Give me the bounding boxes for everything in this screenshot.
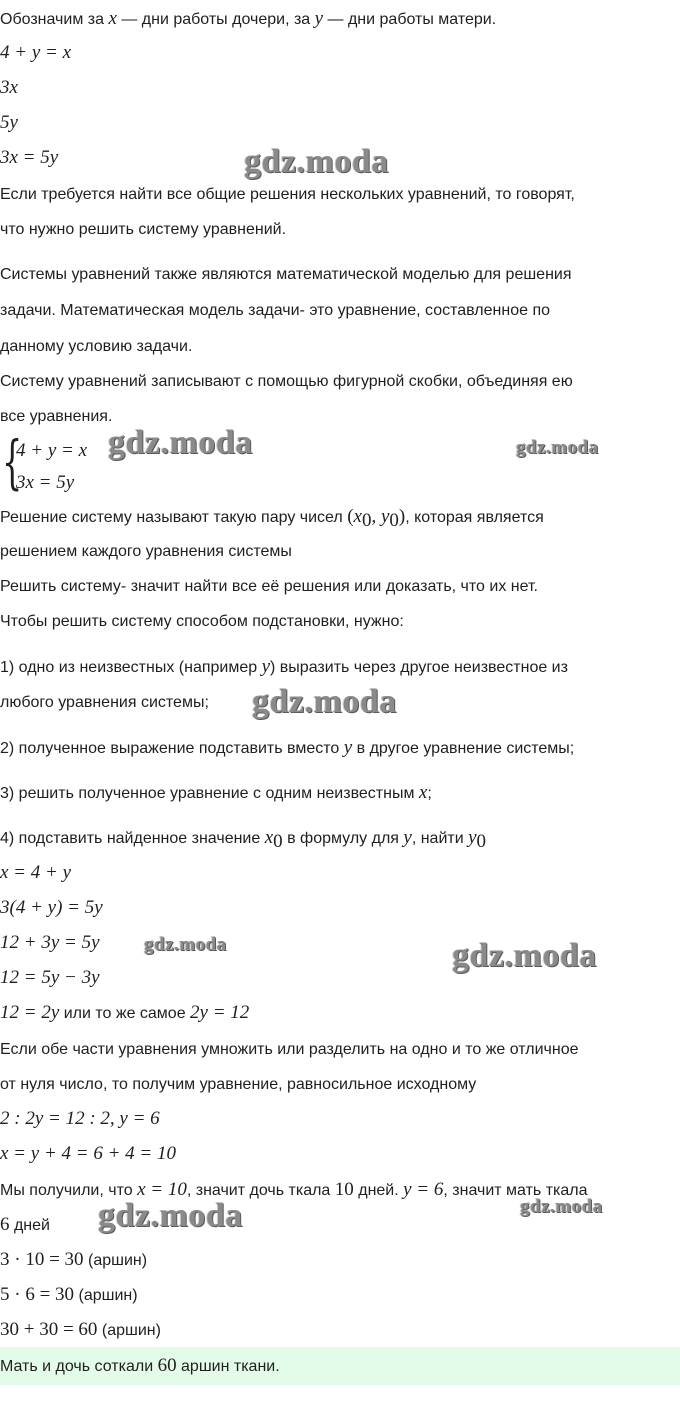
paragraph-brace-line-2: все уравнения. bbox=[0, 408, 113, 425]
paragraph-result-line-2: 6 дней bbox=[0, 1214, 50, 1235]
intro-line: Обозначим за x — дни работы дочери, за y — дни работы матери. bbox=[0, 8, 497, 29]
calc-line-3: 12 + 3y = 5y bbox=[0, 932, 100, 953]
step-3: 3) решить полученное уравнение с одним неизвестным x; bbox=[0, 782, 432, 803]
paragraph-solve: Решить систему- значит найти все её решения или доказать, что их нет. bbox=[0, 578, 538, 595]
calc-line-9: 5 · 6 = 30 (аршин) bbox=[0, 1284, 138, 1305]
equation-4: 3x = 5y bbox=[0, 147, 59, 168]
paragraph-general-line-2: что нужно решить систему уравнений. bbox=[0, 221, 287, 238]
paragraph-model-line-1: Системы уравнений также являются математической моделью для решения bbox=[0, 266, 572, 283]
watermark-logo: gdz.moda bbox=[452, 937, 597, 974]
calc-line-4: 12 = 5y − 3y bbox=[0, 967, 100, 988]
system-line-2: 3x = 5y bbox=[16, 472, 75, 493]
curly-brace-icon: { bbox=[2, 428, 23, 496]
calc-line-7: x = y + 4 = 6 + 4 = 10 bbox=[0, 1143, 176, 1164]
calc-line-1: x = 4 + y bbox=[0, 862, 72, 883]
system-line-1: 4 + y = x bbox=[16, 440, 88, 461]
watermark-logo: gdz.moda bbox=[108, 424, 253, 461]
step-4: 4) подставить найденное значение $x_0$ в формулу для y, найти $y_0$ bbox=[0, 827, 487, 853]
watermark-logo: gdz.moda bbox=[516, 437, 599, 458]
watermark-logo: gdz.moda bbox=[144, 934, 227, 955]
paragraph-solution-line-2: решением каждого уравнения системы bbox=[0, 543, 292, 560]
paragraph-model-line-3: данному условию задачи. bbox=[0, 338, 193, 355]
step-1-line-1: 1) одно из неизвестных (например y) выразить через другое неизвестное из bbox=[0, 656, 568, 677]
paragraph-general-line-1: Если требуется найти все общие решения нескольких уравнений, то говорят, bbox=[0, 186, 575, 203]
step-2: 2) полученное выражение подставить вместо y в другое уравнение системы; bbox=[0, 737, 575, 758]
watermark-logo: gdz.moda bbox=[98, 1197, 243, 1234]
watermark-logo: gdz.moda bbox=[252, 683, 397, 720]
watermark-logo: gdz.moda bbox=[520, 1196, 603, 1217]
calc-line-8: 3 · 10 = 30 (аршин) bbox=[0, 1249, 148, 1270]
paragraph-model-line-2: задачи. Математическая модель задачи- это уравнение, составленное по bbox=[0, 302, 551, 319]
paragraph-method: Чтобы решить систему способом подстановки, нужно: bbox=[0, 613, 404, 630]
paragraph-equivalent-line-1: Если обе части уравнения умножить или разделить на одно и то же отличное bbox=[0, 1041, 579, 1058]
equation-1: 4 + y = x bbox=[0, 42, 72, 63]
answer-box bbox=[0, 1347, 680, 1385]
watermark-logo: gdz.moda bbox=[244, 143, 389, 180]
paragraph-solution-line-1: Решение систему называют такую пару чисел ($x_0$, $y_0$), которая является bbox=[0, 506, 544, 532]
answer-text: Мать и дочь соткали 60 аршин ткани. bbox=[0, 1355, 280, 1376]
paragraph-result-line-1: Мы получили, что x = 10, значит дочь ткала 10 дней. y = 6, значит мать ткала bbox=[0, 1179, 588, 1200]
paragraph-brace-line-1: Систему уравнений записывают с помощью фигурной скобки, объединяя ею bbox=[0, 373, 573, 390]
calc-line-5: 12 = 2y или то же самое 2y = 12 bbox=[0, 1002, 250, 1023]
step-1-line-2: любого уравнения системы; bbox=[0, 694, 209, 711]
calc-line-6: 2 : 2y = 12 : 2, y = 6 bbox=[0, 1108, 160, 1129]
calc-line-10: 30 + 30 = 60 (аршин) bbox=[0, 1319, 161, 1340]
equation-3: 5y bbox=[0, 112, 18, 133]
paragraph-equivalent-line-2: от нуля число, то получим уравнение, равносильное исходному bbox=[0, 1076, 477, 1093]
calc-line-2: 3(4 + y) = 5y bbox=[0, 897, 103, 918]
equation-2: 3x bbox=[0, 77, 18, 98]
